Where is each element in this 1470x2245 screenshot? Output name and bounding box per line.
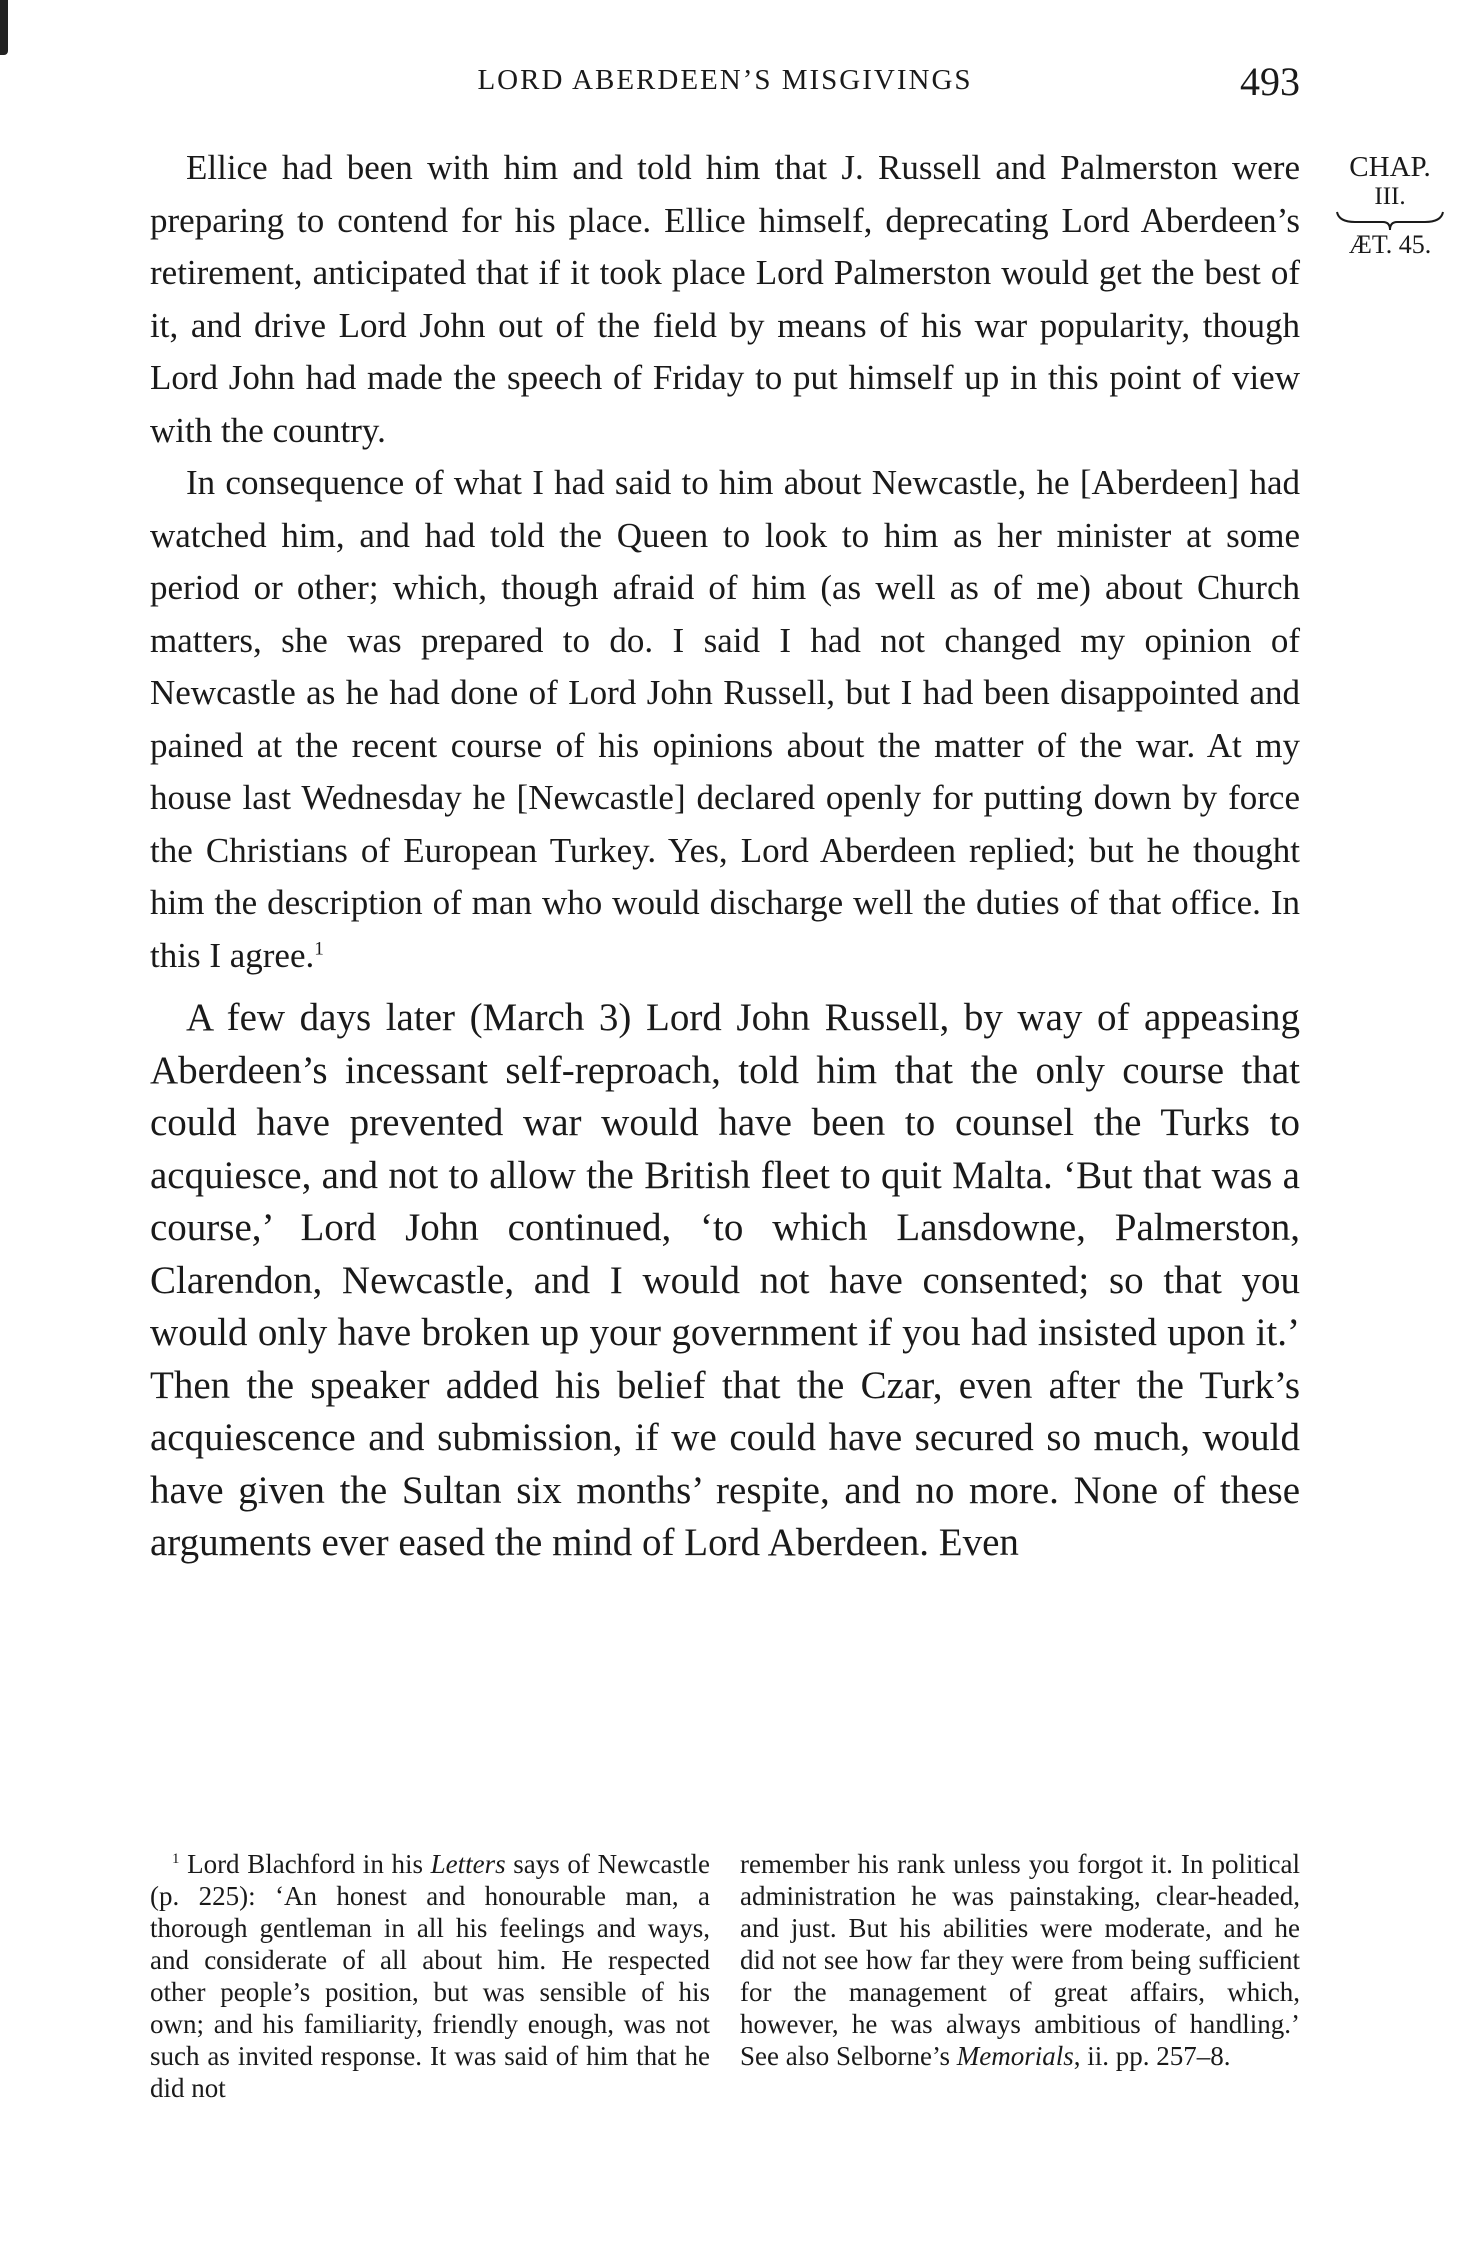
footnotes — [150, 1848, 1300, 2104]
running-head: LORD ABERDEEN’S MISGIVINGS — [477, 64, 973, 96]
footnote-text-2a: remember his rank unless you forgot it. In political administration he was painstaking, clear-headed, and just. But his abilities were moderate, and he did not see how far they were from being sufficient for the management of great affairs, which, however, he was always ambitious of handling.’ See also Selborne’s — [740, 1849, 1300, 2071]
age-label: ÆT. 45. — [1348, 230, 1432, 259]
footnote-column-1 — [150, 1848, 710, 2104]
footnote-text-2b: , ii. pp. 257–8. — [1073, 2041, 1231, 2071]
chapter-label: CHAP. — [1349, 151, 1431, 183]
paragraph-2-text: In consequence of what I had said to him about Newcastle, he [Aberdeen] had watched him, and had told the Queen to look to him as her minister at some period or other; which, though afraid of him (as well as of me) about Church matters, she was prepared to do. I said I had not changed my opinion of Newcastle as he had done of Lord John Russell, but I had been disappointed and pained at the recent course of his opinions about the matter of the war. At my house last Wednesday he [Newcastle] declared openly for putting down by force the Christians of European Turkey. Yes, Lord Aberdeen replied; but he thought him the description of man who would discharge well the duties of that office. In this I agree. — [150, 463, 1300, 975]
paragraph-3-text: A few days later (March 3) Lord John Russell, by way of appeasing Aberdeen’s incessant self-reproach, told him that the only course that could have prevented war would have been to counsel the Turks to acquiesce, and not to allow the British fleet to quit Malta. ‘But that was a course,’ Lord John continued, ‘to which Lansdowne, Palmerston, Clarendon, Newcastle, and I would not have consented; so that you would only have broken up your government if you had insisted upon it.’ Then the speaker added his belief that the Czar, even after the Turk’s acquiescence and submission, if we could have secured so much, would have given the Sultan six months’ respite, and no more. None of these arguments ever eased the mind of Lord Aberdeen. Even — [150, 996, 1300, 1564]
page-number: 493 — [1240, 59, 1300, 104]
footnote-reference: 1 — [314, 937, 324, 959]
main-text — [150, 142, 1300, 1570]
paragraph-1 — [150, 142, 1300, 457]
paragraph-3 — [150, 992, 1300, 1570]
paragraph-2 — [150, 457, 1300, 982]
page-header — [150, 58, 1300, 108]
chapter-number: III. — [1374, 183, 1406, 210]
paragraph-1-text: Ellice had been with him and told him that J. Russell and Palmerston were preparing to contend for his place. Ellice himself, deprecating Lord Aberdeen’s retirement, anticipated that if it took place Lord Palmerston would get the best of it, and drive Lord John out of the field by means of his war popularity, though Lord John had made the speech of Friday to put himself up in this point of view with the country. — [150, 148, 1300, 450]
footnote-text-1b: says of Newcastle (p. 225): ‘An honest and honourable man, a thorough gentleman in all his feelings and ways, and considerate of all about him. He respected other people’s position, but was sensible of his own; and his familiarity, friendly enough, was not such as invited response. It was said of him that he did not — [150, 1849, 711, 2103]
margin-note — [1320, 150, 1460, 262]
footnote-marker: 1 — [172, 1851, 180, 1867]
footnote-title-letters: Letters — [430, 1849, 506, 1879]
footnote-text-1a: Lord Blachford in his — [187, 1849, 431, 1879]
footnote-column-2 — [740, 1848, 1300, 2104]
ink-smudge — [0, 0, 8, 55]
footnote-title-memorials: Memorials — [956, 2041, 1074, 2071]
